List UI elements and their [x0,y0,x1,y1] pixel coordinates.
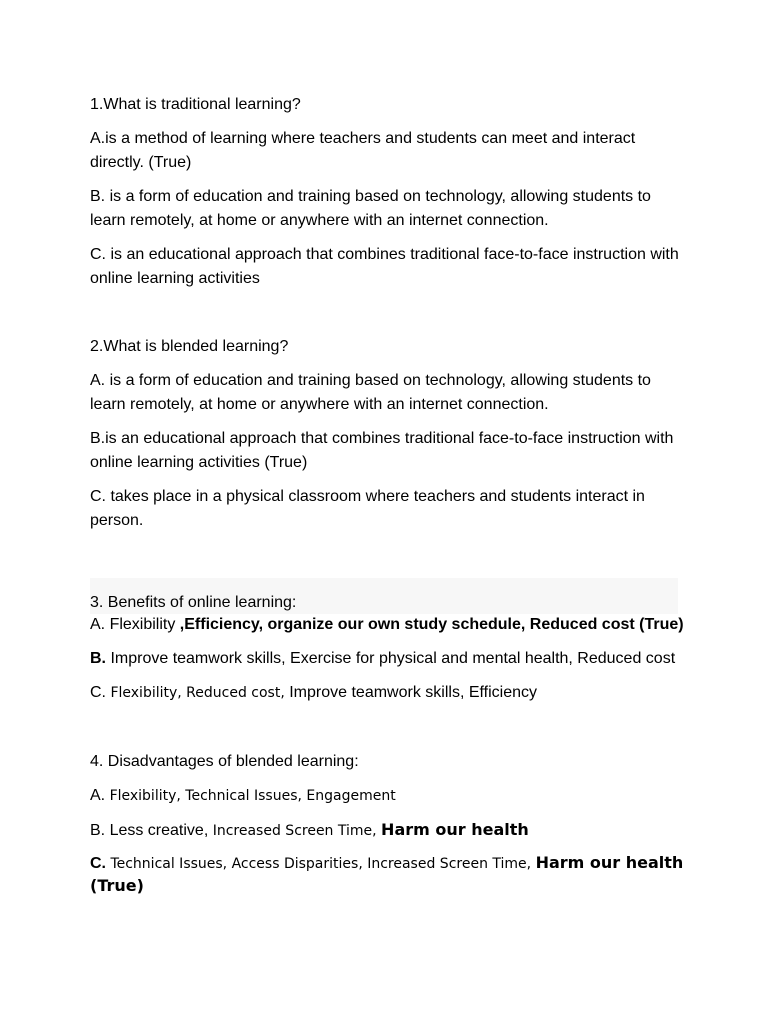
q3-b-prefix: B. [90,650,106,667]
q3-option-a [90,613,710,637]
q3-c-small-text: Flexibility, Reduced cost, [110,685,290,701]
q1-option-c: C. is an educational approach that combines traditional face-to-face instruction with online learning activities [90,246,679,287]
q4-c-prefix: C. [90,855,106,872]
q4-a-prefix: A. [90,787,110,804]
q3-c-text: Improve teamwork skills, Efficiency [289,684,538,701]
q2-title: 2.What is blended learning? [90,338,289,355]
q3-b-text: Improve teamwork skills, Exercise for physical and mental health, Reduced cost [106,650,676,667]
q4-c-small-text: Technical Issues, Access Disparities, Increased Screen Time, [106,856,536,872]
q4-b-bold-text: Harm our health [381,820,529,839]
q4-title: 4. Disadvantages of blended learning: [90,753,359,770]
q4-b-prefix: B. Less creative, [90,822,213,839]
q3-option-b [90,647,710,671]
q3-title: 3. Benefits of online learning: [90,594,297,611]
q1-title: 1.What is traditional learning? [90,96,301,113]
q4-c-bold-text: Harm our health (True) [90,853,684,895]
q4-option-b [90,818,690,843]
q4-option-c [90,852,690,898]
q2-option-b: B.is an educational approach that combines traditional face-to-face instruction with online learning activities (True) [90,430,674,471]
q3-a-bold-text: ,Efficiency, organize our own study schedule, Reduced cost (True) [179,616,684,633]
q4-a-small-text: Flexibility, Technical Issues, Engagement [109,788,396,804]
q4-b-small-text: Increased Screen Time, [212,823,382,839]
q1-option-b: B. is a form of education and training based on technology, allowing students to learn remotely, at home or anywhere with an internet connection. [90,188,651,229]
q4-option-a [90,784,690,808]
q2-option-a: A. is a form of education and training based on technology, allowing students to learn remotely, at home or anywhere with an internet connection. [90,372,651,413]
q1-option-a: A.is a method of learning where teachers and students can meet and interact directly. (True) [90,130,636,171]
q3-option-c [90,681,690,705]
q2-option-c: C. takes place in a physical classroom where teachers and students interact in person. [90,488,645,529]
q3-c-prefix: C. [90,684,111,701]
q3-a-prefix: A. Flexibility [90,616,180,633]
